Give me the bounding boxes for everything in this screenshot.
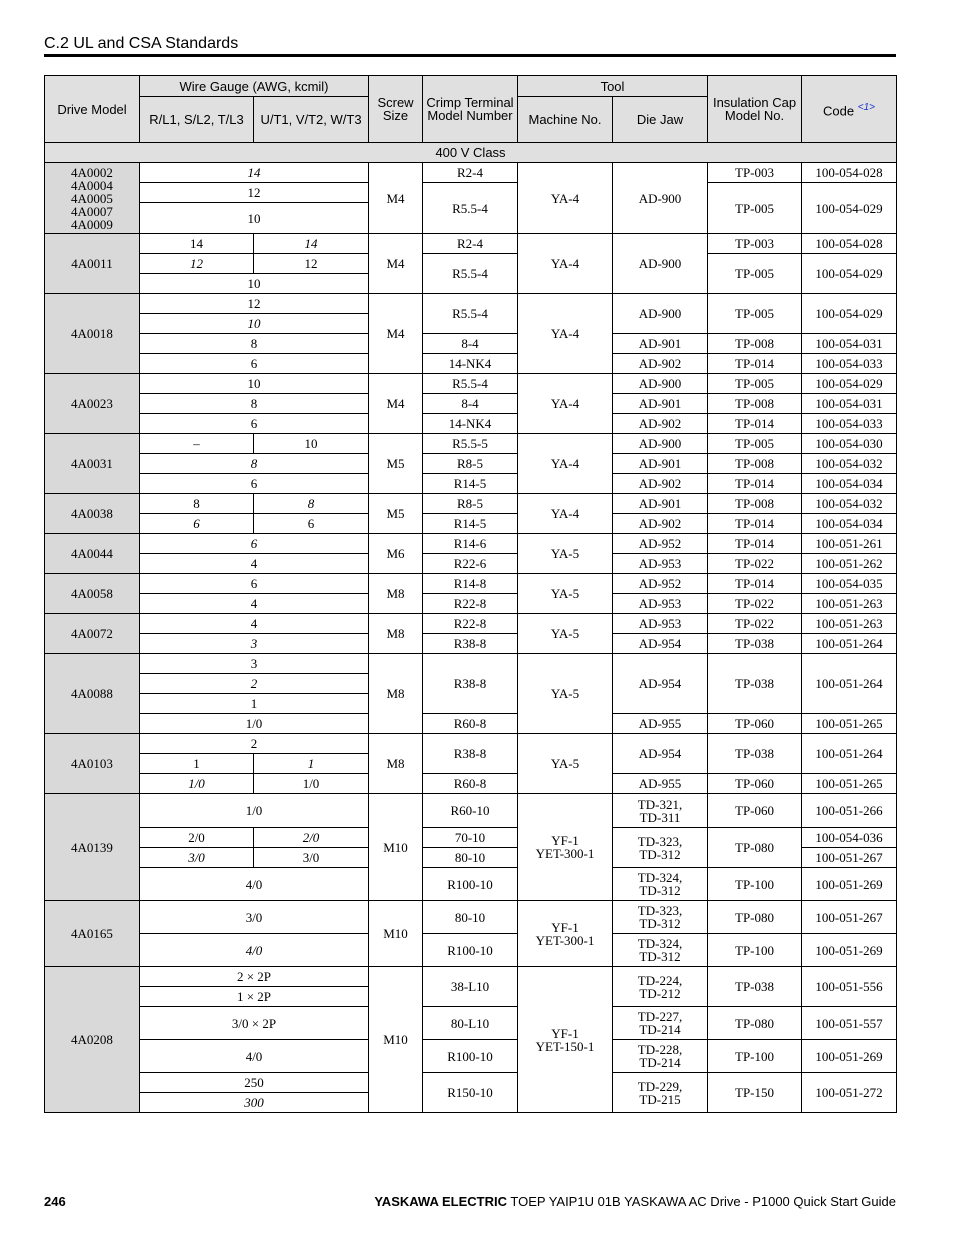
drive-model: 4A0058: [45, 574, 140, 614]
die-jaw: TD-224,: [637, 972, 683, 988]
drive-model: 4A0103: [45, 734, 140, 794]
header-wire-gauge: Wire Gauge (AWG, kcmil): [140, 76, 369, 97]
crimp-terminal: R38-8: [423, 654, 518, 714]
insulation-cap: TP-005: [708, 374, 802, 394]
die-jaw: TD-312: [639, 916, 681, 931]
crimp-terminal: R100-10: [423, 868, 518, 901]
insulation-cap: TP-060: [708, 714, 802, 734]
die-jaw: AD-902: [613, 414, 708, 434]
code: 100-054-029: [802, 374, 897, 394]
header-insulation-cap: Insulation Cap Model No.: [708, 76, 802, 143]
insulation-cap: TP-005: [708, 434, 802, 454]
crimp-terminal: R22-8: [423, 594, 518, 614]
die-jaw: AD-900: [613, 434, 708, 454]
screw-size: M4: [369, 294, 423, 374]
drive-model: 4A0031: [45, 434, 140, 494]
die-jaw: AD-952: [613, 534, 708, 554]
die-jaw: AD-953: [613, 554, 708, 574]
wire-gauge: 300: [140, 1093, 369, 1113]
insulation-cap: TP-005: [708, 254, 802, 294]
drive-model: 4A0018: [45, 294, 140, 374]
drive-model-cell: [45, 163, 140, 234]
die-jaw: AD-901: [613, 394, 708, 414]
wire-gauge-output: 1: [254, 754, 369, 774]
die-jaw: AD-953: [613, 614, 708, 634]
crimp-terminal: R5.5-5: [423, 434, 518, 454]
voltage-class-row: 400 V Class: [45, 143, 897, 163]
code: 100-051-556: [802, 967, 897, 1007]
insulation-cap: TP-008: [708, 394, 802, 414]
wire-gauge: 4/0: [140, 868, 369, 901]
wire-gauge: 8: [140, 394, 369, 414]
die-jaw: AD-900: [613, 163, 708, 234]
die-jaw: TD-324,: [637, 936, 683, 951]
die-jaw: TD-323,: [637, 903, 683, 918]
wire-gauge-input: 3/0: [140, 848, 254, 868]
page-number: 246: [44, 1194, 66, 1209]
screw-size: M4: [369, 374, 423, 434]
screw-size: M4: [369, 234, 423, 294]
header-output-terminals: U/T1, V/T2, W/T3: [254, 97, 369, 143]
wire-gauge-output: 10: [254, 434, 369, 454]
crimp-terminal: R100-10: [423, 934, 518, 967]
wire-gauge: 10: [140, 374, 369, 394]
code: 100-054-029: [802, 254, 897, 294]
insulation-cap: TP-008: [708, 494, 802, 514]
code: 100-054-033: [802, 354, 897, 374]
machine-no: YET-300-1: [535, 846, 595, 861]
machine-no-cell: [518, 794, 613, 901]
insulation-cap: TP-003: [708, 234, 802, 254]
code: 100-051-269: [802, 868, 897, 901]
wire-gauge: 6: [140, 534, 369, 554]
insulation-cap: TP-014: [708, 474, 802, 494]
wire-gauge: 6: [140, 574, 369, 594]
screw-size: M10: [369, 901, 423, 967]
die-jaw: AD-955: [613, 774, 708, 794]
wire-gauge-output: 12: [254, 254, 369, 274]
machine-no-cell: [518, 901, 613, 967]
code: 100-051-267: [802, 848, 897, 868]
machine-no: YA-4: [518, 234, 613, 294]
code: 100-054-032: [802, 494, 897, 514]
wire-gauge: 2: [140, 674, 369, 694]
machine-no: YA-5: [518, 654, 613, 734]
header-machine-no: Machine No.: [518, 97, 613, 143]
crimp-terminal: 80-10: [423, 848, 518, 868]
die-jaw: TD-228,: [637, 1042, 683, 1057]
crimp-terminal: 80-L10: [423, 1007, 518, 1040]
code: 100-054-028: [802, 234, 897, 254]
die-jaw: TD-214: [639, 1055, 681, 1070]
die-jaw: TD-229,: [637, 1078, 683, 1094]
crimp-terminal: R60-8: [423, 774, 518, 794]
die-jaw: AD-901: [613, 334, 708, 354]
crimp-terminal: R38-8: [423, 634, 518, 654]
screw-size: M5: [369, 494, 423, 534]
wire-gauge: 3/0 × 2P: [140, 1007, 369, 1040]
insulation-cap: TP-005: [708, 183, 802, 234]
insulation-cap: TP-080: [708, 828, 802, 868]
code: 100-054-034: [802, 514, 897, 534]
insulation-cap: TP-014: [708, 574, 802, 594]
code: 100-051-264: [802, 634, 897, 654]
machine-no: YF-1: [551, 833, 579, 848]
wire-gauge: 10: [140, 314, 369, 334]
crimp-terminal: R5.5-4: [423, 374, 518, 394]
insulation-cap: TP-014: [708, 514, 802, 534]
crimp-terminal-table: [44, 75, 897, 1113]
insulation-cap: TP-080: [708, 901, 802, 934]
screw-size: M8: [369, 574, 423, 614]
machine-no: YF-1: [551, 1025, 579, 1041]
wire-gauge-output: 14: [254, 234, 369, 254]
machine-no: YET-300-1: [535, 932, 595, 948]
code: 100-051-264: [802, 654, 897, 714]
die-jaw: AD-900: [613, 374, 708, 394]
wire-gauge: 8: [140, 334, 369, 354]
crimp-terminal: R2-4: [423, 163, 518, 183]
die-jaw: AD-953: [613, 594, 708, 614]
insulation-cap: TP-100: [708, 934, 802, 967]
insulation-cap: TP-100: [708, 868, 802, 901]
crimp-terminal: R8-5: [423, 494, 518, 514]
machine-no: YET-150-1: [535, 1038, 595, 1054]
die-jaw: AD-902: [613, 474, 708, 494]
code: 100-054-036: [802, 828, 897, 848]
insulation-cap: TP-014: [708, 354, 802, 374]
crimp-terminal: R14-5: [423, 514, 518, 534]
crimp-terminal: R14-8: [423, 574, 518, 594]
insulation-cap: TP-005: [708, 294, 802, 334]
section-title: C.2 UL and CSA Standards: [44, 35, 239, 52]
header-tool: Tool: [518, 76, 708, 97]
drive-model: 4A0023: [45, 374, 140, 434]
machine-no: YF-1: [551, 919, 579, 935]
machine-no: YA-5: [518, 614, 613, 654]
code: 100-051-263: [802, 594, 897, 614]
insulation-cap: TP-060: [708, 794, 802, 828]
drive-model: 4A0139: [45, 794, 140, 901]
wire-gauge: 4/0: [140, 1040, 369, 1073]
crimp-terminal: R14-5: [423, 474, 518, 494]
die-jaw: TD-311: [639, 809, 681, 825]
code: 100-051-266: [802, 794, 897, 828]
wire-gauge: 1/0: [140, 794, 369, 828]
die-jaw-cell: [613, 1040, 708, 1073]
code: 100-054-031: [802, 394, 897, 414]
crimp-terminal: R100-10: [423, 1040, 518, 1073]
wire-gauge: 12: [140, 183, 369, 203]
insulation-cap: TP-014: [708, 414, 802, 434]
die-jaw: TD-321,: [637, 796, 683, 812]
die-jaw-cell: [613, 868, 708, 901]
insulation-cap: TP-022: [708, 614, 802, 634]
crimp-terminal: R5.5-4: [423, 183, 518, 234]
die-jaw: TD-212: [639, 985, 681, 1001]
machine-no: YA-4: [518, 434, 613, 494]
title-rule: [44, 54, 896, 57]
code: 100-054-029: [802, 294, 897, 334]
code: 100-051-262: [802, 554, 897, 574]
code: 100-054-029: [802, 183, 897, 234]
crimp-terminal: 80-10: [423, 901, 518, 934]
die-jaw: TD-312: [639, 883, 681, 898]
code: 100-051-557: [802, 1007, 897, 1040]
wire-gauge-input: 2/0: [140, 828, 254, 848]
header-input-terminals: R/L1, S/L2, T/L3: [140, 97, 254, 143]
code: 100-051-265: [802, 714, 897, 734]
insulation-cap: TP-003: [708, 163, 802, 183]
drive-model: 4A0004: [71, 177, 113, 193]
crimp-terminal: R5.5-4: [423, 254, 518, 294]
wire-gauge: 1: [140, 694, 369, 714]
die-jaw: AD-901: [613, 454, 708, 474]
die-jaw: AD-901: [613, 494, 708, 514]
drive-model: 4A0011: [45, 234, 140, 294]
die-jaw: AD-900: [613, 234, 708, 294]
machine-no-cell: [518, 967, 613, 1113]
wire-gauge-output: 1/0: [254, 774, 369, 794]
code: 100-054-034: [802, 474, 897, 494]
crimp-terminal: R2-4: [423, 234, 518, 254]
code: 100-051-269: [802, 934, 897, 967]
drive-model: 4A0009: [71, 216, 113, 232]
wire-gauge: 1 × 2P: [140, 987, 369, 1007]
crimp-terminal: 70-10: [423, 828, 518, 848]
drive-model: 4A0005: [71, 190, 113, 206]
insulation-cap: TP-060: [708, 774, 802, 794]
die-jaw: AD-902: [613, 514, 708, 534]
wire-gauge: 4: [140, 614, 369, 634]
wire-gauge-output: 8: [254, 494, 369, 514]
drive-model: 4A0088: [45, 654, 140, 734]
machine-no: YA-5: [518, 574, 613, 614]
wire-gauge: 8: [140, 454, 369, 474]
die-jaw: TD-323,: [637, 833, 683, 849]
code: 100-051-267: [802, 901, 897, 934]
die-jaw-cell: [613, 794, 708, 828]
wire-gauge-input: 8: [140, 494, 254, 514]
crimp-terminal: R60-8: [423, 714, 518, 734]
wire-gauge-output: 3/0: [254, 848, 369, 868]
wire-gauge: 14: [140, 163, 369, 183]
wire-gauge: 4: [140, 594, 369, 614]
wire-gauge: 1/0: [140, 714, 369, 734]
machine-no: YA-4: [518, 374, 613, 434]
header-drive-model: Drive Model: [45, 76, 140, 143]
screw-size: M10: [369, 794, 423, 901]
insulation-cap: TP-008: [708, 334, 802, 354]
code: 100-054-028: [802, 163, 897, 183]
footer-brand: YASKAWA ELECTRIC: [374, 1194, 507, 1209]
insulation-cap: TP-022: [708, 554, 802, 574]
insulation-cap: TP-150: [708, 1073, 802, 1113]
wire-gauge: 6: [140, 354, 369, 374]
die-jaw: AD-954: [613, 734, 708, 774]
crimp-terminal: R22-8: [423, 614, 518, 634]
wire-gauge: 3: [140, 634, 369, 654]
crimp-terminal: R38-8: [423, 734, 518, 774]
crimp-terminal: R60-10: [423, 794, 518, 828]
crimp-terminal: 8-4: [423, 334, 518, 354]
code: 100-054-032: [802, 454, 897, 474]
code: 100-051-264: [802, 734, 897, 774]
code: 100-051-263: [802, 614, 897, 634]
insulation-cap: TP-038: [708, 734, 802, 774]
die-jaw-cell: [613, 901, 708, 934]
insulation-cap: TP-038: [708, 634, 802, 654]
insulation-cap: TP-038: [708, 654, 802, 714]
drive-model: 4A0165: [45, 901, 140, 967]
crimp-terminal: 14-NK4: [423, 414, 518, 434]
machine-no: YA-4: [518, 163, 613, 234]
screw-size: M6: [369, 534, 423, 574]
drive-model: 4A0038: [45, 494, 140, 534]
machine-no: YA-4: [518, 494, 613, 534]
wire-gauge-input: 6: [140, 514, 254, 534]
wire-gauge: 6: [140, 474, 369, 494]
code: 100-051-272: [802, 1073, 897, 1113]
wire-gauge-input: 14: [140, 234, 254, 254]
wire-gauge-input: –: [140, 434, 254, 454]
die-jaw: AD-900: [613, 294, 708, 334]
wire-gauge: 10: [140, 203, 369, 234]
screw-size: M8: [369, 614, 423, 654]
wire-gauge: 6: [140, 414, 369, 434]
insulation-cap: TP-008: [708, 454, 802, 474]
footer-doc-title: TOEP YAIP1U 01B YASKAWA AC Drive - P1000 Quick Start Guide: [510, 1194, 896, 1209]
insulation-cap: TP-100: [708, 1040, 802, 1073]
code: 100-051-261: [802, 534, 897, 554]
wire-gauge: 3/0: [140, 901, 369, 934]
die-jaw: TD-324,: [637, 870, 683, 885]
machine-no: YA-4: [518, 294, 613, 374]
screw-size: M5: [369, 434, 423, 494]
crimp-terminal: R5.5-4: [423, 294, 518, 334]
drive-model: 4A0072: [45, 614, 140, 654]
die-jaw-cell: [613, 967, 708, 1007]
code: 100-054-031: [802, 334, 897, 354]
die-jaw: AD-952: [613, 574, 708, 594]
crimp-terminal: R22-6: [423, 554, 518, 574]
crimp-terminal: 8-4: [423, 394, 518, 414]
die-jaw: TD-214: [639, 1022, 681, 1037]
die-jaw-cell: [613, 828, 708, 868]
screw-size: M8: [369, 654, 423, 734]
die-jaw: TD-227,: [637, 1009, 683, 1024]
drive-model: 4A0002: [71, 164, 113, 180]
insulation-cap: TP-022: [708, 594, 802, 614]
die-jaw: AD-955: [613, 714, 708, 734]
wire-gauge: 12: [140, 294, 369, 314]
die-jaw: TD-312: [639, 949, 681, 964]
wire-gauge-output: 2/0: [254, 828, 369, 848]
screw-size: M8: [369, 734, 423, 794]
wire-gauge: 2: [140, 734, 369, 754]
wire-gauge-input: 1: [140, 754, 254, 774]
screw-size: M4: [369, 163, 423, 234]
code-footnote-link[interactable]: <1>: [857, 101, 875, 113]
crimp-terminal: 14-NK4: [423, 354, 518, 374]
wire-gauge: 4/0: [140, 934, 369, 967]
die-jaw: TD-215: [639, 1091, 681, 1107]
crimp-terminal: R8-5: [423, 454, 518, 474]
die-jaw-cell: [613, 1007, 708, 1040]
code: 100-054-033: [802, 414, 897, 434]
header-screw-size: Screw Size: [369, 76, 423, 143]
wire-gauge-output: 6: [254, 514, 369, 534]
header-code: [802, 76, 897, 143]
wire-gauge: 4: [140, 554, 369, 574]
crimp-terminal: R14-6: [423, 534, 518, 554]
screw-size: M10: [369, 967, 423, 1113]
crimp-terminal: R150-10: [423, 1073, 518, 1113]
header-die-jaw: Die Jaw: [613, 97, 708, 143]
crimp-terminal: 38-L10: [423, 967, 518, 1007]
wire-gauge: 3: [140, 654, 369, 674]
die-jaw: AD-902: [613, 354, 708, 374]
insulation-cap: TP-038: [708, 967, 802, 1007]
die-jaw: AD-954: [613, 654, 708, 714]
footer-doc-info: [374, 1194, 896, 1209]
wire-gauge: 2 × 2P: [140, 967, 369, 987]
wire-gauge: 250: [140, 1073, 369, 1093]
wire-gauge: 10: [140, 274, 369, 294]
insulation-cap: TP-080: [708, 1007, 802, 1040]
code: 100-054-030: [802, 434, 897, 454]
code: 100-051-269: [802, 1040, 897, 1073]
die-jaw-cell: [613, 1073, 708, 1113]
drive-model: 4A0044: [45, 534, 140, 574]
wire-gauge-input: 12: [140, 254, 254, 274]
die-jaw: TD-312: [639, 846, 681, 862]
drive-model: 4A0208: [45, 967, 140, 1113]
header-code-label: Code: [823, 103, 855, 119]
wire-gauge-input: 1/0: [140, 774, 254, 794]
header-crimp-terminal: Crimp Terminal Model Number: [423, 76, 518, 143]
code: 100-051-265: [802, 774, 897, 794]
die-jaw: AD-954: [613, 634, 708, 654]
machine-no: YA-5: [518, 734, 613, 794]
machine-no: YA-5: [518, 534, 613, 574]
code: 100-054-035: [802, 574, 897, 594]
die-jaw-cell: [613, 934, 708, 967]
insulation-cap: TP-014: [708, 534, 802, 554]
drive-model: 4A0007: [71, 203, 113, 219]
